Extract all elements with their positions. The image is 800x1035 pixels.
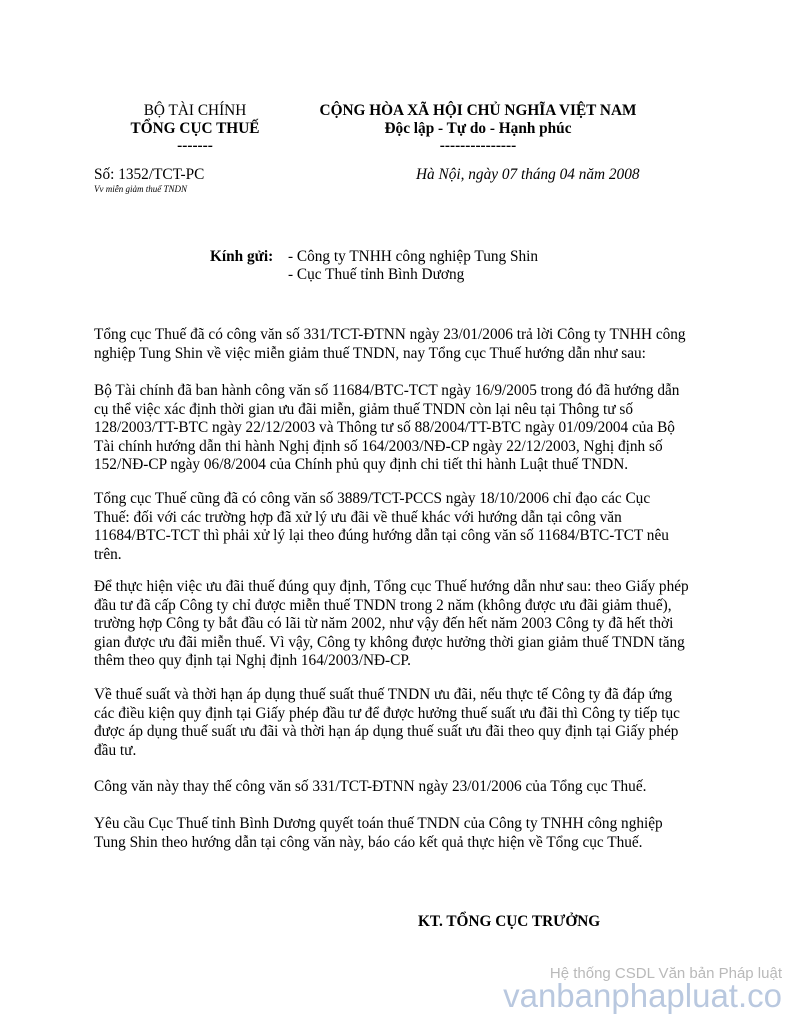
body-line: Tổng cục Thuế cũng đã có công văn số 3889/TCT-PCCS ngày 18/10/2006 chỉ đạo các Cục bbox=[94, 490, 651, 507]
body-line: nghiệp Tung Shin về việc miễn giảm thuế TNDN, nay Tổng cục Thuế hướng dẫn như sau: bbox=[94, 344, 646, 362]
body-line: trên. bbox=[94, 545, 122, 563]
body-line: đầu tư. bbox=[94, 741, 137, 759]
body-line: 152/NĐ-CP ngày 06/8/2004 của Chính phủ quy định chi tiết thi hành Luật thuế TNDN. bbox=[94, 456, 629, 474]
body-line: được áp dụng thuế suất ưu đãi và thời hạn áp dụng thuế suất ưu đãi theo quy định tại Giấy phép bbox=[94, 723, 679, 741]
national-title: CỘNG HÒA XÃ HỘI CHỦ NGHĨA VIỆT NAM bbox=[319, 102, 637, 119]
document-number: Số: 1352/TCT-PC bbox=[94, 166, 205, 183]
body-paragraph-7 bbox=[94, 815, 706, 852]
body-line: trường hợp Công ty bắt đầu có lãi từ năm 2002, như vậy đến hết năm 2003 Công ty đã hết thời bbox=[94, 615, 674, 633]
body-line: 11684/BTC-TCT thì phải xử lý lại theo đúng hướng dẫn tại công văn số 11684/BTC-TCT nêu bbox=[94, 527, 669, 545]
recipient-item: - Cục Thuế tỉnh Bình Dương bbox=[288, 266, 465, 283]
body-paragraph-2 bbox=[94, 382, 706, 475]
body-line: Thuế: đối với các trường hợp đã xử lý ưu đãi về thuế khác với hướng dẫn tại công văn bbox=[94, 508, 622, 526]
national-divider: --------------- bbox=[439, 137, 517, 154]
recipients-label: Kính gửi: bbox=[210, 248, 274, 265]
body-line: gian được ưu đãi miễn thuế. Vì vậy, Công ty không được hưởng thời gian giảm thuế TNDN tăng bbox=[94, 633, 685, 651]
body-line: các điều kiện quy định tại Giấy phép đầu tư để được hưởng thuế suất ưu đãi thì Công ty tiếp tục bbox=[94, 704, 680, 722]
body-paragraph-4 bbox=[94, 578, 706, 671]
body-line: Để thực hiện việc ưu đãi thuế đúng quy định, Tổng cục Thuế hướng dẫn như sau: theo Giấy phép bbox=[94, 578, 689, 595]
agency-subname: TỔNG CỤC THUẾ bbox=[130, 120, 260, 137]
body-line: thêm theo quy định tại Nghị định 164/2003/NĐ-CP. bbox=[94, 652, 411, 670]
body-paragraph-1 bbox=[94, 326, 706, 363]
watermark-line1: Hệ thống CSDL Văn bản Pháp luật bbox=[549, 965, 782, 982]
body-line: Về thuế suất và thời hạn áp dụng thuế suất thuế TNDN ưu đãi, nếu thực tế Công ty đã đáp ứng bbox=[94, 686, 673, 703]
body-line: Công văn này thay thế công văn số 331/TCT-ĐTNN ngày 23/01/2006 của Tổng cục Thuế. bbox=[94, 778, 647, 795]
body-paragraph-3 bbox=[94, 490, 706, 564]
body-line: cụ thể việc xác định thời gian ưu đãi miễn, giảm thuế TNDN còn lại nêu tại Thông tư số bbox=[94, 400, 633, 418]
watermark-link[interactable]: vanbanphapluat.co bbox=[503, 977, 782, 1014]
document-date: Hà Nội, ngày 07 tháng 04 năm 2008 bbox=[416, 166, 640, 183]
body-line: Bộ Tài chính đã ban hành công văn số 11684/BTC-TCT ngày 16/9/2005 trong đó đã hướng dẫn bbox=[94, 382, 680, 399]
body-line: đầu tư đã cấp Công ty chỉ được miễn thuế TNDN trong 2 năm (không được ưu đãi giảm thuế), bbox=[94, 596, 672, 614]
body-line: Tung Shin theo hướng dẫn tại công văn này, báo cáo kết quả thực hiện về Tổng cục Thuế. bbox=[94, 833, 643, 851]
national-motto: Độc lập - Tự do - Hạnh phúc bbox=[384, 120, 572, 137]
body-line: Yêu cầu Cục Thuế tỉnh Bình Dương quyết toán thuế TNDN của Công ty TNHH công nghiệp bbox=[94, 815, 663, 832]
agency-name: BỘ TÀI CHÍNH bbox=[143, 102, 247, 119]
body-line: Tài chính hướng dẫn thi hành Nghị định số 164/2003/NĐ-CP ngày 22/12/2003, Nghị định số bbox=[94, 437, 663, 455]
body-paragraph-6 bbox=[94, 778, 706, 797]
recipient-item: - Công ty TNHH công nghiệp Tung Shin bbox=[288, 248, 539, 265]
agency-divider: ------- bbox=[177, 137, 213, 154]
document-subject: Vv miễn giảm thuế TNDN bbox=[94, 184, 187, 194]
signature-title: KT. TỔNG CỤC TRƯỞNG bbox=[418, 913, 601, 930]
body-line: 128/2003/TT-BTC ngày 22/12/2003 và Thông tư số 88/2004/TT-BTC ngày 01/09/2004 của Bộ bbox=[94, 419, 675, 437]
body-line: Tổng cục Thuế đã có công văn số 331/TCT-ĐTNN ngày 23/01/2006 trả lời Công ty TNHH công bbox=[94, 326, 686, 343]
body-paragraph-5 bbox=[94, 686, 706, 760]
